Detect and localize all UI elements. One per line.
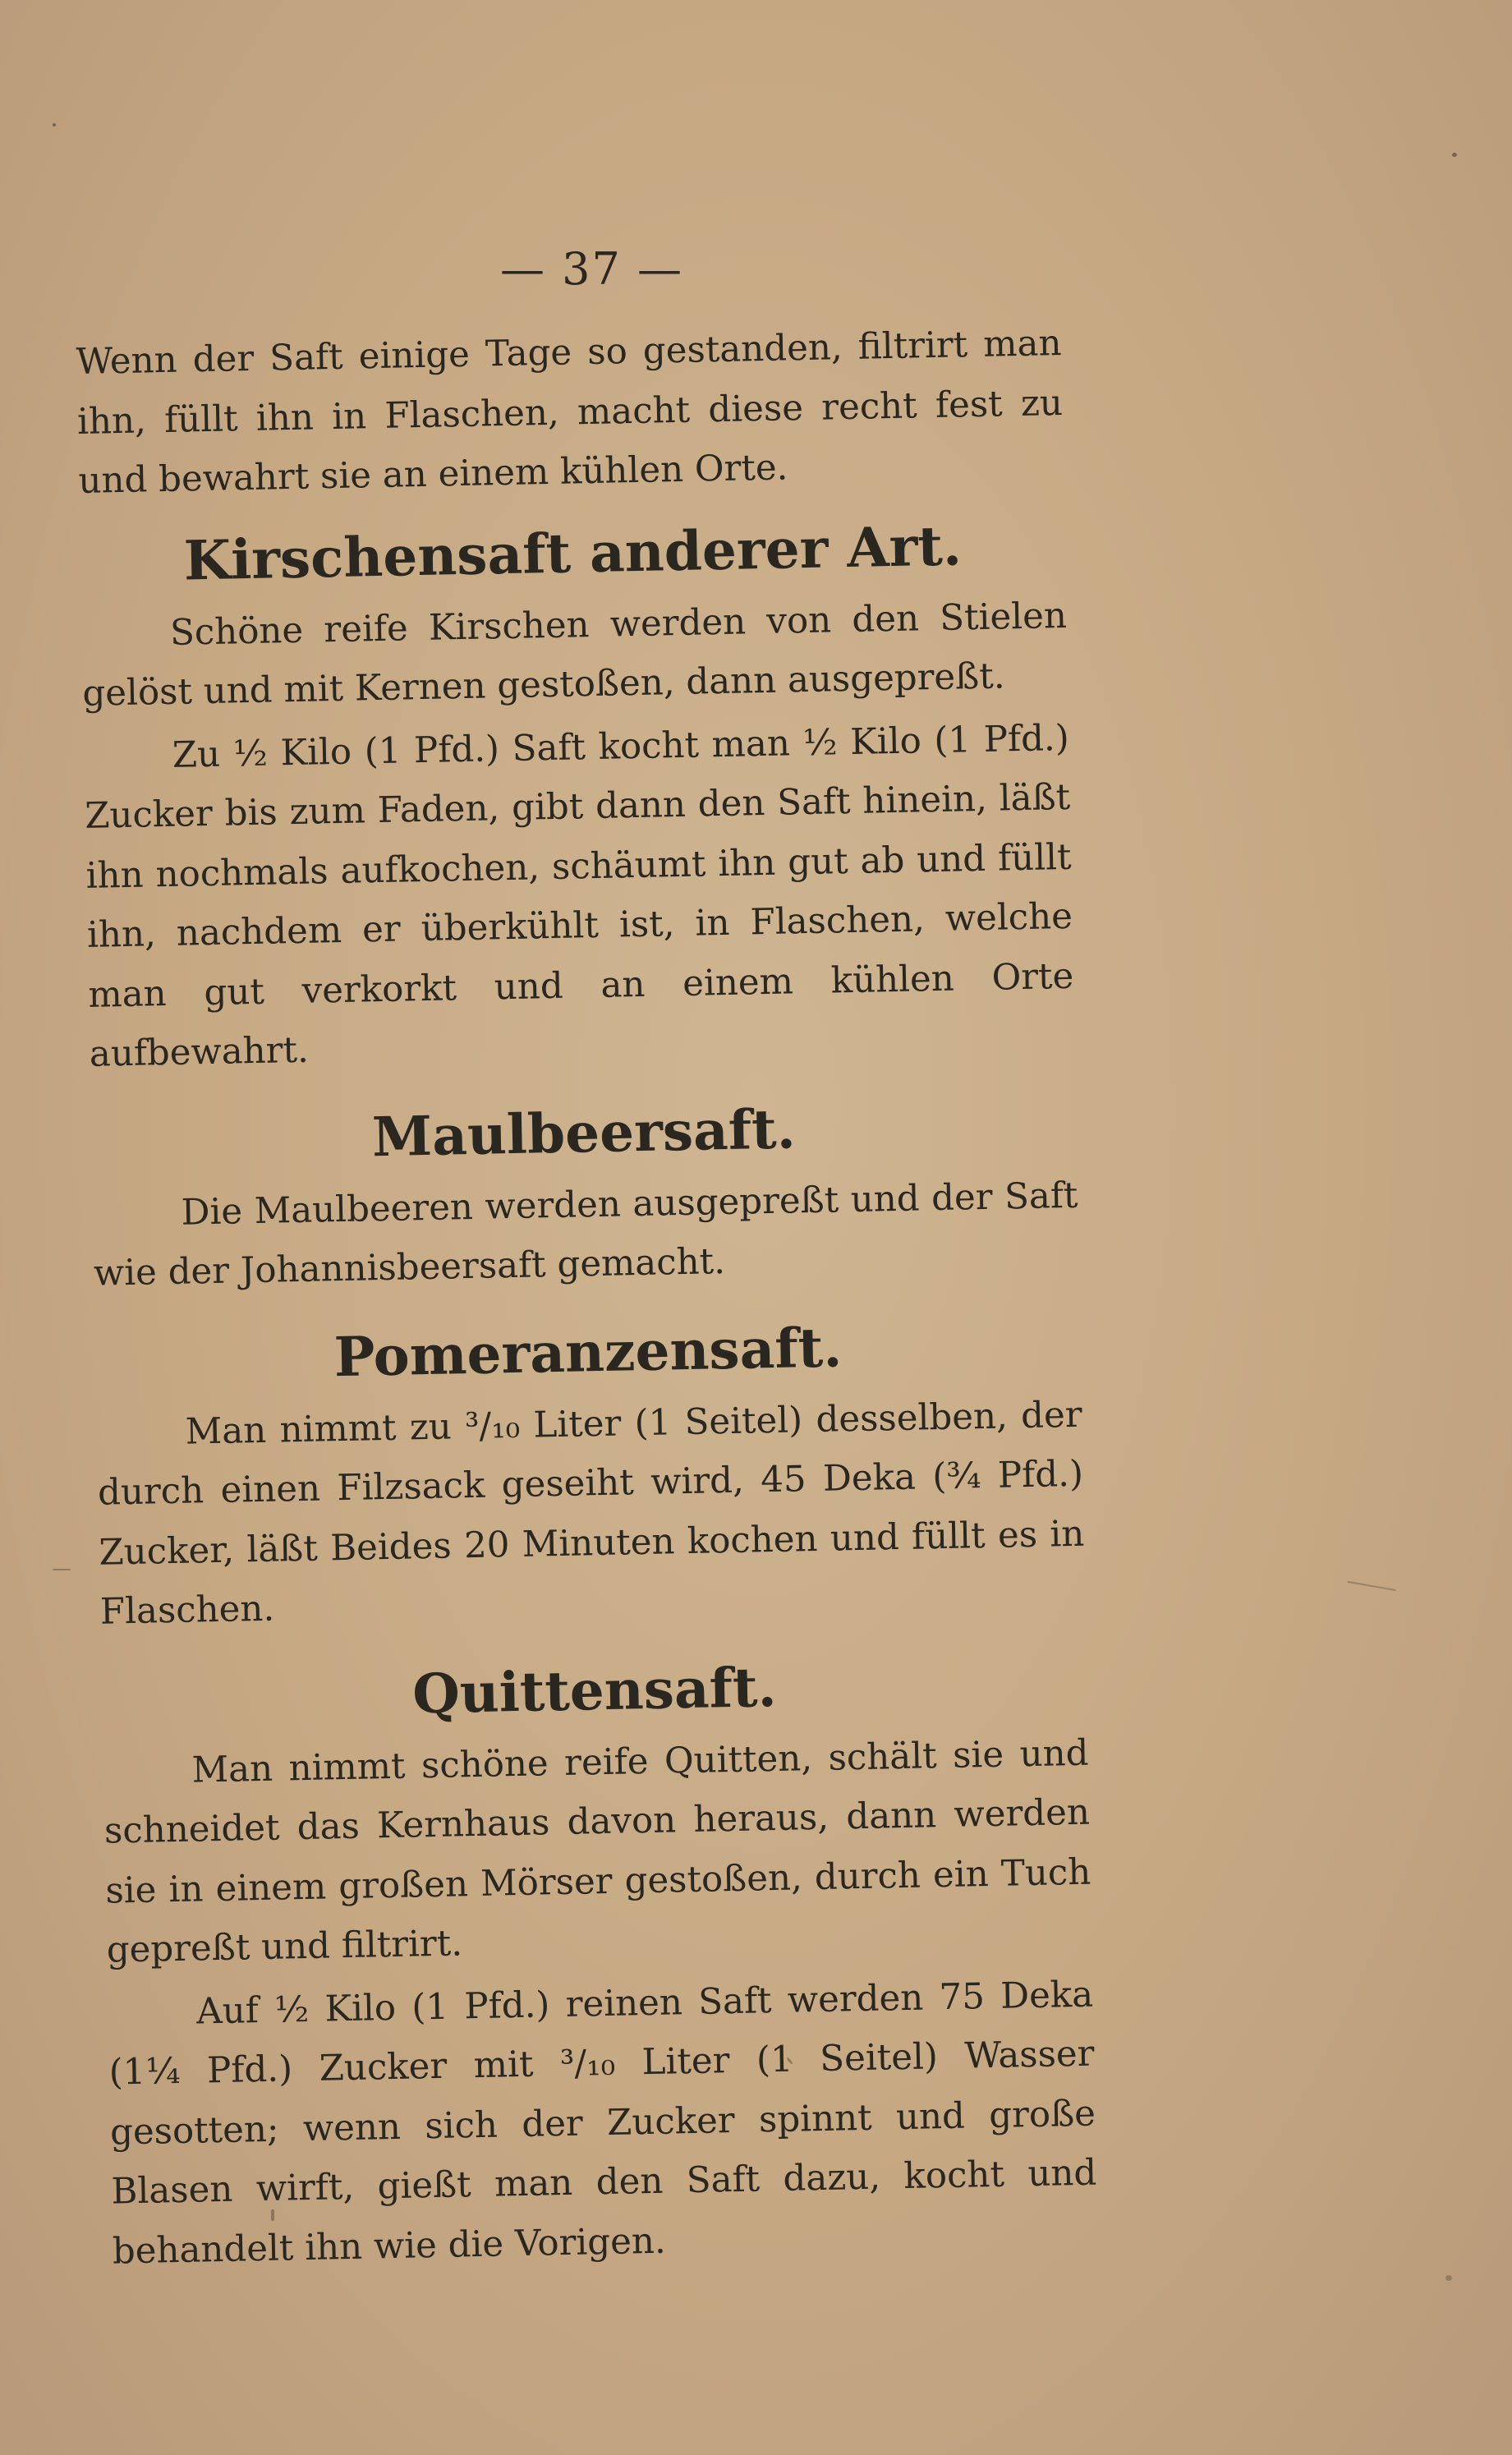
- paper-speck: [1452, 153, 1457, 157]
- paper-speck: [53, 1569, 71, 1570]
- paper-speck: [1445, 2275, 1452, 2281]
- quittensaft-paragraph-2: Auf ½ Kilo (1 Pfd.) reinen Saft werden 75 Deka (1¼ Pfd.) Zucker mit ³/₁₀ Liter (1 Seitel) Wasser gesotten; wenn sich der Zucker spinnt und große Blasen wirft, gießt man den Saft dazu, kocht und behandelt ihn wie die Vorigen.: [108, 1974, 1097, 2273]
- intro-paragraph: Wenn der Saft einige Tage so gestanden, filtrirt man ihn, füllt ihn in Flaschen, macht diese recht fest zu und bewahrt sie an einem kühlen Orte.: [76, 322, 1064, 502]
- paper-speck: [1347, 1581, 1395, 1591]
- maulbeersaft-paragraph: Die Maulbeeren werden ausgepreßt und der Saft wie der Johannisbeersaft gemacht.: [93, 1175, 1078, 1294]
- heading-kirschensaft: Kirschensaft anderer Art.: [183, 513, 963, 593]
- heading-maulbeersaft: Maulbeersaft.: [371, 1096, 797, 1169]
- paper-speck: [53, 123, 56, 126]
- kirschensaft-paragraph-2: Zu ½ Kilo (1 Pfd.) Saft kocht man ½ Kilo (1 Pfd.) Zucker bis zum Faden, gibt dann den Saft hinein, läßt ihn nochmals aufkochen, schäumt ihn gut ab und füllt ihn, nachdem er überkühlt ist, in Flaschen, welche man gut verkorkt und an einem kühlen Orte aufbewahrt.: [84, 717, 1074, 1075]
- heading-quittensaft: Quittensaft.: [411, 1654, 778, 1726]
- paper-speck: [271, 2209, 274, 2221]
- quittensaft-paragraph-1: Man nimmt schöne reife Quitten, schält sie und schneidet das Kernhaus davon heraus, dann werden sie in einem großen Mörser gestoßen, durch ein Tuch gepreßt und filtrirt.: [103, 1732, 1091, 1971]
- pomeranzensaft-paragraph: Man nimmt zu ³/₁₀ Liter (1 Seitel) desselben, der durch einen Filzsack geseiht wird, 45 Deka (¾ Pfd.) Zucker, läßt Beides 20 Minuten kochen und füllt es in Flaschen.: [97, 1394, 1085, 1633]
- kirschensaft-paragraph-1: Schöne reife Kirschen werden von den Stielen gelöst und mit Kernen gestoßen, dann ausgepreßt.: [81, 595, 1068, 715]
- page-number: — 37 —: [499, 243, 684, 295]
- heading-pomeranzensaft: Pomeranzensaft.: [333, 1314, 843, 1389]
- page-text: [76, 314, 1098, 2282]
